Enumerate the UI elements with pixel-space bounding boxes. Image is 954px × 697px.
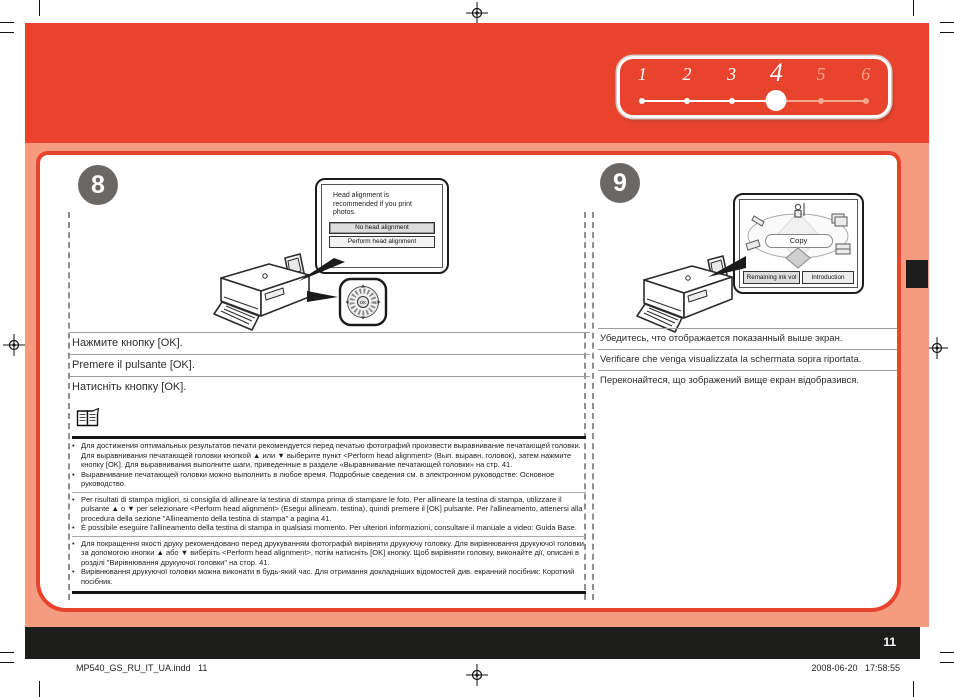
- notes-italian: • Per risultati di stampa migliori, si consiglia di allineare la testina di stampa prima di stampare le foto. Per allineare la testina di stampa, utilizzare il pulsante ▲ o ▼ per selezionare <Perform head alignment> (Esegui allineam. testina), quindi premere il [OK] pulsante. Per l'allineamento, attenersi alla procedura della sezione "Allineamento della testina di stampa" a pagina 41. • È possibile eseguire l'allineamento della testina di stampa in qualsiasi momento. Per ulteriori informazioni, consultare il manuale a video: Guida Base.: [72, 492, 586, 536]
- step-number: 5: [816, 64, 826, 84]
- note-text: È possibile eseguire l'allineamento della testina di stampa in qualsiasi momento. Per ulteriori informazioni, consultare il manuale a video: Guida Base.: [81, 523, 577, 532]
- step-9-badge: [600, 163, 640, 203]
- note-text: Выравнивание печатающей головки можно выполнить в любое время. Подробные сведения см. в электронном руководстве: Основное руководство.: [81, 469, 555, 488]
- lcd-screen-home-menu: [733, 193, 864, 294]
- step-dot: [863, 98, 869, 104]
- registration-mark-icon: [926, 337, 948, 359]
- page-number: 11: [883, 635, 896, 649]
- screen-message: Head alignment is recommended if you print photos.: [333, 192, 412, 217]
- footer-timestamp: 2008-06-20 17:58:55: [811, 663, 900, 673]
- no-head-alignment-button: No head alignment: [329, 222, 435, 234]
- progress-step-3: [709, 59, 754, 115]
- crop-mark: [39, 0, 40, 16]
- instruction-it: Premere il pulsante [OK].: [70, 354, 590, 376]
- remaining-ink-button: Remaining ink vol: [743, 271, 800, 284]
- step-9-number: 9: [613, 168, 627, 197]
- ok-dial-label: OK: [359, 299, 367, 305]
- crop-mark: [0, 652, 14, 653]
- note-text: Per risultati di stampa migliori, si consiglia di allineare la testina di stampa prima di stampare le foto. Per allineare la testina di stampa, utilizzare il pulsante ▲ o ▼ per selezionare <Perform head alignment> (Esegui allineam. testina), quindi premere il [OK] pulsante. Per l'allineamento, attenersi alla procedura della sezione "Allineamento della testina di stampa" a pagina 41.: [81, 494, 583, 523]
- footer-bar: [25, 627, 920, 659]
- callout-wedge-icon: [705, 253, 750, 281]
- crop-mark: [940, 652, 954, 653]
- notes-russian: • Для достижения оптимальных результатов печати рекомендуется перед печатью фотографий произвести выравнивание печатающей головки. Для выравнивания печатающей головки кнопкой ▲ или ▼ выберите пункт <Perform head alignment> (Вып. выравн. головок), затем нажмите кнопку [OK]. Для выравнивания выполните шаги, приведенные в разделе «Выравнивание печатающей головки» на стр. 41. • Выравнивание печатающей головки можно выполнить в любое время. Подробные сведения см. в электронном руководстве: Основное руководство.: [72, 439, 586, 492]
- note-text: Вирівнювання друкуючої головки можна виконати в будь-який час. Для отримання докладніших відомостей див. екранний посібник: Короткий посібник.: [81, 567, 575, 586]
- crop-mark: [913, 681, 914, 697]
- step-8-number: 8: [91, 170, 105, 199]
- section-index-tab: [906, 260, 928, 288]
- step-number: 2: [682, 64, 692, 84]
- crop-mark: [913, 0, 914, 16]
- instruction-it: Verificare che venga visualizzata la schermata sopra riportata.: [598, 349, 897, 370]
- progress-step-2: [665, 59, 710, 115]
- crop-mark: [0, 662, 14, 663]
- crop-mark: [940, 662, 954, 663]
- progress-step-4-active: [754, 59, 799, 115]
- step-dot-active: [766, 90, 787, 111]
- progress-steps: [620, 59, 888, 115]
- note-text: Для достижения оптимальных результатов печати рекомендуется перед печатью фотографий произвести выравнивание печатающей головки. Для выравнивания печатающей головки кнопкой ▲ или ▼ выберите пункт <Perform head alignment> (Вып. выравн. головок), затем нажмите кнопку [OK]. Для выравнивания выполните шаги, приведенные в разделе «Выравнивание печатающей головки» на стр. 41.: [81, 441, 581, 469]
- instruction-ua: Переконайтеся, що зображений вище екран відобразився.: [598, 370, 897, 391]
- step-number: 3: [727, 64, 737, 84]
- crop-mark: [0, 32, 14, 33]
- content-panel: [36, 151, 901, 612]
- notes-block: [72, 439, 586, 594]
- registration-mark-icon: [3, 334, 25, 356]
- lcd-screen-inner: [739, 199, 858, 288]
- setup-progress-indicator: [617, 56, 891, 118]
- copy-menu-label: Copy: [765, 234, 833, 248]
- perform-head-alignment-button: Perform head alignment: [329, 236, 435, 248]
- step-dot: [639, 98, 645, 104]
- introduction-button: Introduction: [802, 271, 854, 284]
- crop-mark: [39, 681, 40, 697]
- instruction-ru: Нажмите кнопку [OK].: [70, 332, 590, 354]
- step-9-dashed-frame: [592, 212, 594, 600]
- step-number: 6: [861, 64, 871, 84]
- progress-step-6: [843, 59, 888, 115]
- notes-ukrainian: • Для покращення якості друку рекомендовано перед друкуванням фотографій вирівняти друкуючу головку. Для вирівнювання друкуючої головки за допомогою кнопки ▲ або ▼ виберіть <Perform head alignment>, потім натисніть [OK] кнопку. Щоб вирівняти головку, виконайте дії, описані в розділі "Вирівнювання друкуючої головки" на стор. 41. • Вирівнювання друкуючої головки можна виконати в будь-який час. Для отримання докладніших відомостей див. екранний посібник: Короткий посібник.: [72, 536, 586, 590]
- ok-dial-icon: [338, 277, 388, 327]
- registration-mark-icon: [466, 2, 488, 24]
- note-text: Для покращення якості друку рекомендовано перед друкуванням фотографій вирівняти друкуючу головку. Для вирівнювання друкуючої головки за допомогою кнопки ▲ або ▼ виберіть <Perform head alignment>, потім натисніть [OK] кнопку. Щоб вирівняти головку, виконайте дії, описані в розділі "Вирівнювання друкуючої головки" на стор. 41.: [81, 538, 584, 567]
- step-dot: [729, 98, 735, 104]
- settings-person-icon: [795, 204, 800, 209]
- instruction-ru: Убедитесь, что отображается показанный выше экран.: [598, 328, 897, 349]
- callout-wedge-icon: [303, 288, 343, 306]
- crop-mark: [940, 32, 954, 33]
- footer-file-info: MP540_GS_RU_IT_UA.indd 11: [76, 663, 208, 673]
- step-8-instructions: [70, 332, 590, 398]
- manual-book-icon: [76, 408, 100, 428]
- step-number: 1: [637, 64, 647, 84]
- notes-bottom-rule: [72, 591, 586, 594]
- step-dot: [818, 98, 824, 104]
- step-9-instructions: [598, 328, 897, 391]
- progress-step-5: [799, 59, 844, 115]
- step-number: 4: [769, 58, 783, 87]
- progress-step-1: [620, 59, 665, 115]
- header-band: [25, 23, 929, 143]
- instruction-ua: Натисніть кнопку [OK].: [70, 376, 590, 398]
- step-dot: [684, 98, 690, 104]
- crop-mark: [0, 22, 14, 23]
- step-8-badge: [78, 165, 118, 205]
- registration-mark-icon: [466, 664, 488, 686]
- crop-mark: [940, 22, 954, 23]
- lcd-bottom-buttons: [743, 271, 854, 284]
